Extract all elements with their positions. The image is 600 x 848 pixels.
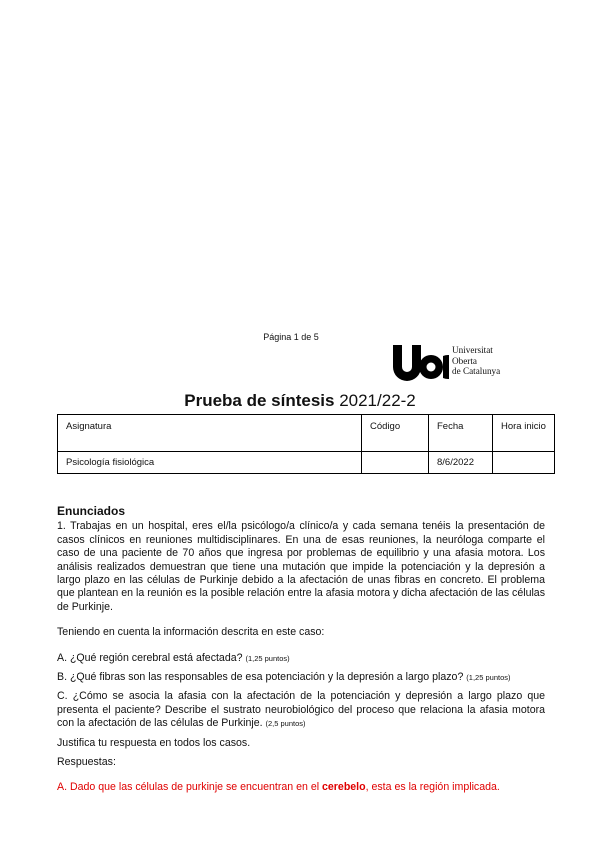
justify-instruction: Justifica tu respuesta en todos los casos. — [57, 736, 251, 749]
question-b-points: (1,25 puntos) — [466, 673, 511, 683]
question-a — [57, 652, 545, 665]
title-bold: Prueba de síntesis — [184, 391, 335, 410]
question-a-text: A. ¿Qué región cerebral está afectada? — [57, 651, 243, 664]
question-b-text: B. ¿Qué fibras son las responsables de esa potenciación y la depresión a largo plazo? — [57, 671, 464, 684]
answer-a-post: , esta es la región implicada. — [365, 780, 500, 793]
header-hora-inicio: Hora inicio — [493, 415, 555, 452]
page-number: Página 1 de 5 — [263, 332, 319, 342]
cell-asignatura: Psicología fisiológica — [58, 452, 362, 474]
logo-text — [452, 345, 500, 377]
answer-a-bold: cerebelo — [322, 780, 366, 793]
answer-a-pre: A. Dado que las células de purkinje se encuentran en el — [57, 780, 323, 793]
intro-text: Teniendo en cuenta la información descrita en este caso: — [57, 626, 325, 639]
cell-hora-inicio — [493, 452, 555, 474]
question-c-points: (2,5 puntos) — [265, 719, 306, 729]
table-header-row — [58, 415, 555, 452]
logo-line-1: Universitat — [452, 345, 493, 355]
question-a-points: (1,25 puntos) — [245, 653, 290, 663]
case-paragraph: 1. Trabajas en un hospital, eres el/la psicólogo/a clínico/a y cada semana tenéis la presentación de casos clínicos en reuniones multidisciplinares. En una de esas reuniones, la neuróloga comparte el caso de una paciente de 70 años que ingresa por problemas de equilibrio y una afasia motora. Los análisis realizados demuestran que tiene una mutación que impide la potenciación y la depresión a largo plazo en las células de Purkinje debido a la afectación de unas fibras en concreto. El problema que plantean en la reunión es la posible relación entre la afasia motora y dicha afectación de las células de Purkinje. — [57, 520, 545, 613]
header-asignatura: Asignatura — [58, 415, 362, 452]
logo-line-2: Oberta — [452, 355, 477, 366]
header-codigo: Código — [362, 415, 429, 452]
title-year: 2021/22-2 — [334, 391, 416, 410]
cell-fecha: 8/6/2022 — [429, 452, 493, 474]
question-c-text: C. ¿Cómo se asocia la afasia con la afectación de la potenciación y depresión a largo plazo que presenta el paciente? Describe el sustrato neurobiológico del proceso que relaciona la afasia motora con la afectación de las células de Purkinje. — [57, 690, 545, 730]
section-heading: Enunciados — [57, 504, 126, 518]
answer-a — [57, 781, 545, 794]
question-c — [57, 690, 545, 730]
uoc-logo-mark — [391, 343, 449, 383]
info-table — [57, 414, 555, 474]
logo-line-3: de Catalunya — [452, 366, 501, 376]
page-title — [0, 391, 600, 411]
exam-content — [57, 505, 545, 794]
cell-codigo — [362, 452, 429, 474]
header-fecha: Fecha — [429, 415, 493, 452]
question-b — [57, 671, 545, 684]
table-row — [58, 452, 555, 474]
uoc-logo — [391, 343, 506, 383]
answers-label: Respuestas: — [57, 756, 116, 769]
